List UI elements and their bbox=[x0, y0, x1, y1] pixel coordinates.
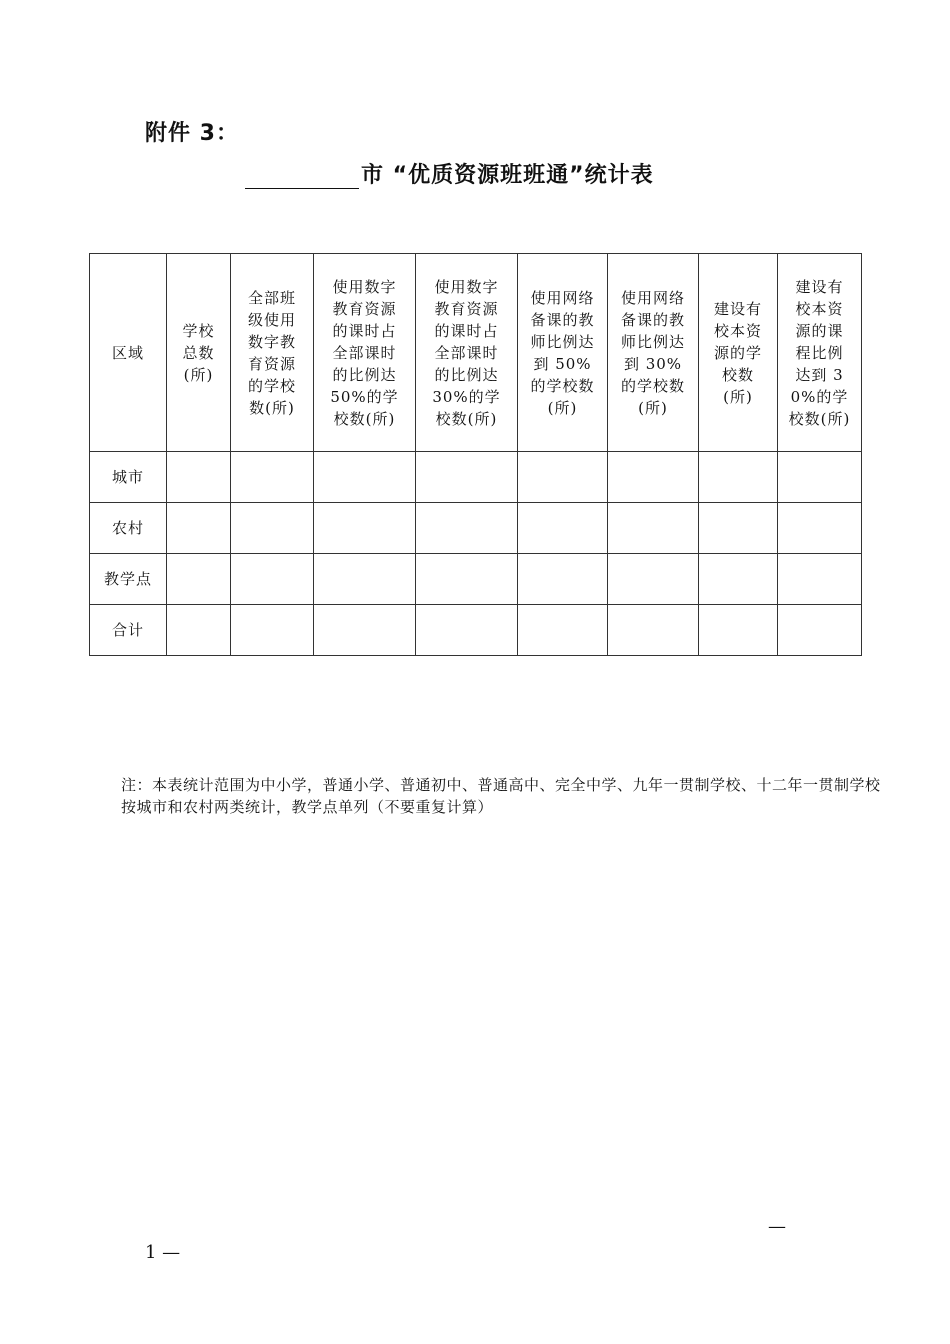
table-cell[interactable] bbox=[608, 503, 699, 554]
table-cell[interactable] bbox=[778, 452, 862, 503]
table-header-row bbox=[90, 254, 862, 452]
table-cell[interactable] bbox=[778, 503, 862, 554]
table-title-text: 市 “优质资源班班通”统计表 bbox=[361, 163, 654, 188]
row-label: 合计 bbox=[90, 605, 167, 656]
table-cell[interactable] bbox=[699, 554, 778, 605]
table-cell[interactable] bbox=[416, 503, 518, 554]
table-cell[interactable] bbox=[518, 452, 608, 503]
table-row bbox=[90, 554, 862, 605]
header-region: 区域 bbox=[90, 254, 167, 452]
table-cell[interactable] bbox=[518, 554, 608, 605]
table-cell[interactable] bbox=[778, 554, 862, 605]
header-school-resources-30: 建设有校本资源的课程比例达到 30%的学校数(所) bbox=[778, 254, 862, 452]
table-cell[interactable] bbox=[699, 452, 778, 503]
table-cell[interactable] bbox=[167, 605, 231, 656]
table-note: 注：本表统计范围为中小学，普通小学、普通初中、普通高中、完全中学、九年一贯制学校、十二年一贯制学校按城市和农村两类统计，教学点单列（不要重复计算） bbox=[121, 776, 881, 816]
attachment-label: 附件 3： bbox=[145, 121, 239, 146]
header-digital-30: 使用数字教育资源的课时占全部课时的比例达 30%的学校数(所) bbox=[416, 254, 518, 452]
row-label: 城市 bbox=[90, 452, 167, 503]
statistics-table bbox=[89, 253, 862, 656]
table-cell[interactable] bbox=[608, 554, 699, 605]
table-row bbox=[90, 503, 862, 554]
row-label: 农村 bbox=[90, 503, 167, 554]
table-cell[interactable] bbox=[314, 554, 416, 605]
table-title bbox=[245, 158, 654, 189]
table-cell[interactable] bbox=[167, 452, 231, 503]
page-number: 1 — bbox=[145, 1242, 181, 1263]
header-school-resources: 建设有校本资源的学校数(所) bbox=[699, 254, 778, 452]
header-digital-50: 使用数字教育资源的课时占全部课时的比例达 50%的学校数(所) bbox=[314, 254, 416, 452]
city-name-blank[interactable] bbox=[245, 162, 359, 189]
header-online-prep-30: 使用网络备课的教师比例达到 30%的学校数(所) bbox=[608, 254, 699, 452]
table-cell[interactable] bbox=[699, 503, 778, 554]
table-cell[interactable] bbox=[416, 452, 518, 503]
table-cell[interactable] bbox=[518, 503, 608, 554]
table-cell[interactable] bbox=[314, 452, 416, 503]
table-cell[interactable] bbox=[167, 554, 231, 605]
table-cell[interactable] bbox=[699, 605, 778, 656]
header-online-prep-50: 使用网络备课的教师比例达到 50%的学校数(所) bbox=[518, 254, 608, 452]
table-cell[interactable] bbox=[314, 605, 416, 656]
header-all-classes-digital: 全部班级使用数字教育资源的学校数(所) bbox=[231, 254, 314, 452]
table-cell[interactable] bbox=[416, 554, 518, 605]
table-row bbox=[90, 452, 862, 503]
table-cell[interactable] bbox=[231, 554, 314, 605]
table-cell[interactable] bbox=[518, 605, 608, 656]
table-cell[interactable] bbox=[231, 452, 314, 503]
row-label: 教学点 bbox=[90, 554, 167, 605]
table-row bbox=[90, 605, 862, 656]
table-cell[interactable] bbox=[314, 503, 416, 554]
footer-dash: — bbox=[768, 1216, 786, 1237]
header-total-schools: 学校总数(所) bbox=[167, 254, 231, 452]
table-cell[interactable] bbox=[231, 605, 314, 656]
table-cell[interactable] bbox=[416, 605, 518, 656]
table-cell[interactable] bbox=[167, 503, 231, 554]
table-cell[interactable] bbox=[608, 452, 699, 503]
table-cell[interactable] bbox=[778, 605, 862, 656]
table-cell[interactable] bbox=[608, 605, 699, 656]
table-cell[interactable] bbox=[231, 503, 314, 554]
